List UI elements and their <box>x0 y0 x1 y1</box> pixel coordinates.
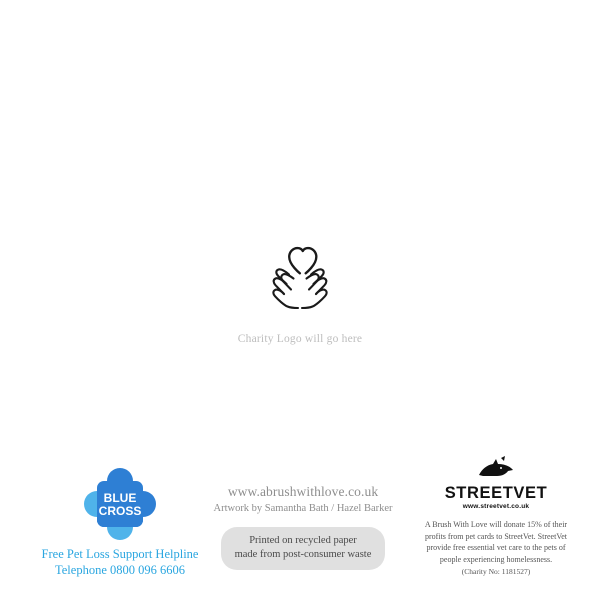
streetvet-description-line4: people experiencing homelessness. <box>439 554 553 564</box>
streetvet-description-line2: profits from pet cards to StreetVet. StreetVet <box>425 531 567 541</box>
svg-text:BLUE: BLUE <box>103 491 137 505</box>
pet-loss-helpline-line1: Free Pet Loss Support Helpline <box>41 547 199 561</box>
streetvet-description-line3: provide free essential vet care to the pets of <box>426 543 566 552</box>
recycled-paper-badge <box>221 527 386 570</box>
streetvet-wordmark: STREETVET <box>444 484 548 502</box>
charity-logo-placeholder <box>0 238 600 345</box>
streetvet-charity-number: (Charity No: 1181527) <box>461 567 531 576</box>
svg-text:CROSS: CROSS <box>98 504 142 518</box>
artwork-credit: Artwork by Samantha Bath / Hazel Barker <box>213 503 393 514</box>
hands-holding-heart-icon <box>257 238 343 314</box>
streetvet-description-line1: A Brush With Love will donate 15% of their <box>424 520 568 529</box>
recycled-line2: made from post-consumer waste <box>234 549 372 560</box>
recycled-line1: Printed on recycled paper <box>249 535 357 546</box>
pet-loss-helpline-line2: Telephone 0800 096 6606 <box>54 563 185 577</box>
blue-cross-block <box>14 468 226 578</box>
charity-logo-caption: Charity Logo will go here <box>237 333 363 345</box>
streetvet-dog-icon <box>475 456 517 482</box>
streetvet-url[interactable]: www.streetvet.co.uk <box>462 503 530 510</box>
blue-cross-logo-icon <box>84 468 156 540</box>
middle-info-block <box>196 484 410 570</box>
streetvet-block <box>406 456 586 576</box>
website-url[interactable]: www.abrushwithlove.co.uk <box>227 484 379 499</box>
